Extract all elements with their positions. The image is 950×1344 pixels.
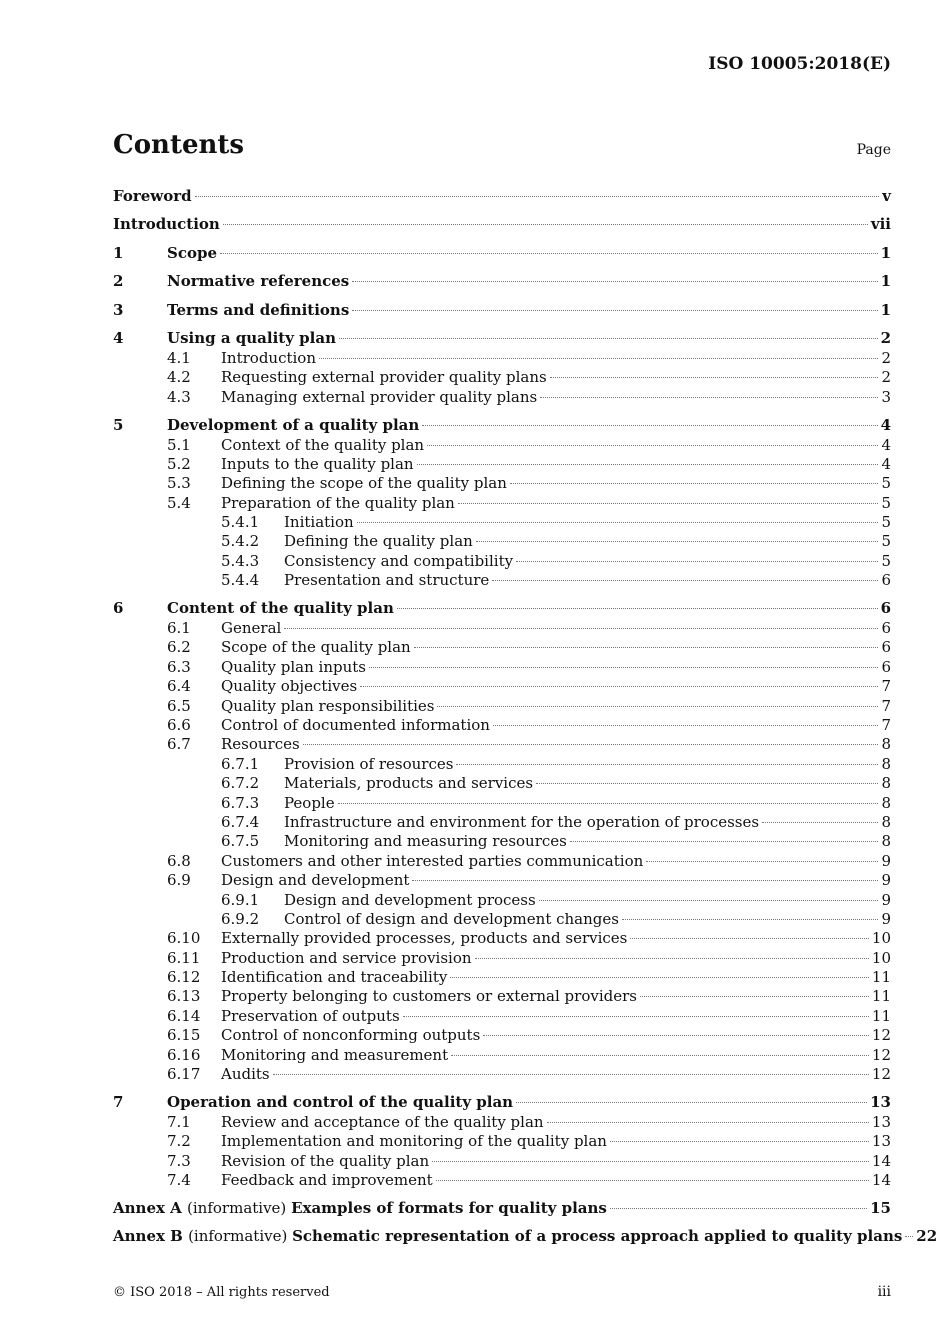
toc-entry[interactable]	[113, 658, 891, 677]
toc-entry[interactable]	[113, 185, 891, 207]
leader-dots	[570, 841, 879, 842]
toc-entry-number: 6.1	[167, 619, 191, 638]
toc-entry-page: 2	[880, 328, 891, 347]
leader-dots	[622, 919, 879, 920]
leader-dots	[352, 281, 877, 282]
toc-entry-title: Quality objectives	[221, 677, 358, 696]
toc-entry-page: 4	[881, 454, 891, 473]
leader-dots	[510, 483, 879, 484]
toc-entry-number: 2	[113, 272, 124, 291]
leader-dots	[220, 253, 878, 254]
leader-dots	[905, 1236, 913, 1237]
leader-dots	[397, 608, 878, 609]
toc-entry-number: 4.1	[167, 348, 191, 367]
leader-dots	[436, 1180, 869, 1181]
toc-entry-number: 6.2	[167, 638, 191, 657]
toc-entry-page: 10	[871, 948, 891, 967]
toc-entry-page: 12	[871, 1026, 891, 1045]
toc-entry-page: 15	[870, 1198, 891, 1217]
leader-dots	[492, 580, 878, 581]
toc-entry[interactable]	[113, 264, 891, 292]
toc-entry-number: 6.3	[167, 657, 191, 676]
toc-entry-title: Presentation and structure	[284, 571, 490, 590]
toc-entry-page: 12	[871, 1065, 891, 1084]
toc-entry[interactable]	[113, 813, 891, 832]
leader-dots	[516, 561, 878, 562]
toc-entry[interactable]	[113, 755, 891, 774]
leader-dots	[369, 667, 878, 668]
toc-entry-page: 10	[871, 929, 891, 948]
toc-entry[interactable]	[113, 929, 891, 948]
toc-entry-title: Implementation and monitoring of the quality plan	[221, 1132, 607, 1151]
toc-entry-number: 5.3	[167, 474, 191, 493]
toc-entry-number: 3	[113, 300, 124, 319]
toc-entry-page: 7	[881, 715, 891, 734]
toc-entry[interactable]	[113, 1190, 891, 1218]
toc-entry-page: 2	[881, 348, 891, 367]
toc-entry-title: Quality plan responsibilities	[221, 696, 435, 715]
document-id: ISO 10005:2018(E)	[708, 54, 891, 74]
toc-entry[interactable]	[113, 852, 891, 871]
toc-entry-title: General	[221, 619, 282, 638]
toc-entry[interactable]	[113, 349, 891, 368]
toc-entry-number: 4.2	[167, 368, 191, 387]
page-title: Contents	[113, 130, 245, 160]
toc-entry-number: 4.3	[167, 387, 191, 406]
toc-entry-title: Audits	[221, 1065, 270, 1084]
toc-entry-title: Introduction	[221, 348, 316, 367]
toc-entry-title: Requesting external provider quality plans	[221, 368, 547, 387]
toc-entry[interactable]	[113, 987, 891, 1006]
leader-dots	[357, 522, 879, 523]
toc-entry[interactable]	[113, 407, 891, 435]
toc-entry-page: 11	[871, 968, 891, 987]
leader-dots	[516, 1102, 867, 1103]
toc-entry-number: 5	[113, 415, 124, 434]
toc-entry-title: Control of documented information	[221, 715, 490, 734]
toc-entry-title: Normative references	[167, 272, 350, 291]
toc-entry-number: 6.7.4	[221, 812, 260, 831]
annex-title: Schematic representation of a process approach applied to quality plans	[292, 1227, 903, 1246]
toc-entry-title: Introduction	[113, 215, 220, 234]
toc-entry[interactable]	[113, 774, 891, 793]
toc-entry-title: Preservation of outputs	[221, 1006, 400, 1025]
toc-entry[interactable]	[113, 794, 891, 813]
toc-entry-title: Customers and other interested parties communication	[221, 851, 644, 870]
leader-dots	[476, 541, 879, 542]
toc-entry-number: 4	[113, 328, 124, 347]
toc-entry-title: Content of the quality plan	[167, 599, 394, 618]
toc-entry-number: 5.4	[167, 493, 191, 512]
toc-entry[interactable]	[113, 1152, 891, 1171]
toc-entry-page: 13	[870, 1092, 891, 1111]
toc-entry-page: 7	[881, 677, 891, 696]
toc-entry-page: 8	[881, 735, 891, 754]
leader-dots	[640, 996, 869, 997]
toc-entry-title: Design and development process	[284, 890, 536, 909]
leader-dots	[403, 1016, 869, 1017]
leader-dots	[432, 1161, 869, 1162]
toc-entry-page: 6	[881, 619, 891, 638]
toc-entry[interactable]	[113, 455, 891, 474]
leader-dots	[223, 224, 868, 225]
toc-entry[interactable]	[113, 235, 891, 263]
toc-entry-page: 8	[881, 812, 891, 831]
toc-entry-title: Terms and definitions	[167, 300, 350, 319]
toc-entry-number: 6.12	[167, 968, 201, 987]
toc-entry[interactable]	[113, 968, 891, 987]
toc-entry-page: 5	[881, 551, 891, 570]
toc-entry[interactable]	[113, 532, 891, 551]
toc-entry-title: Using a quality plan	[167, 328, 336, 347]
toc-entry[interactable]	[113, 1065, 891, 1084]
toc-entry-page: 5	[881, 493, 891, 512]
toc-entry-page: 5	[881, 513, 891, 532]
toc-entry-number: 1	[113, 243, 124, 262]
toc-entry-page: 7	[881, 696, 891, 715]
toc-entry-page: 13	[871, 1132, 891, 1151]
toc-entry-title: Quality plan inputs	[221, 657, 366, 676]
toc-entry-page: 5	[881, 474, 891, 493]
toc-entry-page: 9	[881, 909, 891, 928]
toc-entry[interactable]	[113, 697, 891, 716]
leader-dots	[422, 425, 877, 426]
toc-entry-title: Preparation of the quality plan	[221, 493, 455, 512]
leader-dots	[610, 1208, 867, 1209]
leader-dots	[338, 803, 879, 804]
toc-entry-number: 6.9	[167, 871, 191, 890]
toc-entry-title: People	[284, 793, 335, 812]
toc-entry-page: 5	[881, 532, 891, 551]
toc-entry[interactable]	[113, 1219, 938, 1247]
toc-entry-number: 7.4	[167, 1170, 191, 1189]
leader-dots	[412, 880, 878, 881]
toc-entry-title: Monitoring and measuring resources	[284, 832, 567, 851]
toc-entry-title: Initiation	[284, 513, 354, 532]
toc-entry-number: 5.1	[167, 435, 191, 454]
toc-entry-page: 1	[880, 300, 891, 319]
toc-entry-number: 6.5	[167, 696, 191, 715]
toc-entry-page: 8	[881, 774, 891, 793]
leader-dots	[284, 628, 878, 629]
toc-entry[interactable]	[113, 716, 891, 735]
leader-dots	[540, 397, 878, 398]
toc-entry-page: 11	[871, 1006, 891, 1025]
toc-entry-page: 1	[880, 272, 891, 291]
toc-entry-number: 6.9.2	[221, 909, 260, 928]
leader-dots	[458, 503, 879, 504]
toc-entry-number: 6.7.1	[221, 754, 260, 773]
toc-entry[interactable]	[113, 474, 891, 493]
leader-dots	[451, 1055, 869, 1056]
toc-entry-title: Infrastructure and environment for the operation of processes	[284, 812, 760, 831]
toc-entry-page: vii	[870, 215, 891, 234]
annex-title: Examples of formats for quality plans	[291, 1198, 607, 1217]
toc-entry-title: Review and acceptance of the quality plan	[221, 1112, 544, 1131]
toc-entry-number: 6.7	[167, 735, 191, 754]
toc-entry-number: 6.10	[167, 929, 201, 948]
toc-entry-title: Materials, products and services	[284, 774, 534, 793]
leader-dots	[493, 725, 879, 726]
toc-entry-title: Resources	[221, 735, 300, 754]
toc-entry-page: 9	[881, 851, 891, 870]
page-column-label: Page	[856, 142, 891, 158]
toc-entry-number: 6.4	[167, 677, 191, 696]
toc-entry-title: Design and development	[221, 871, 410, 890]
toc-entry[interactable]	[113, 1171, 891, 1190]
toc-entry-page: 12	[871, 1045, 891, 1064]
toc-entry-page: 4	[880, 415, 891, 434]
toc-entry-title: Context of the quality plan	[221, 435, 425, 454]
toc-entry[interactable]	[113, 1132, 891, 1151]
leader-dots	[352, 310, 877, 311]
toc-entry-page: 8	[881, 754, 891, 773]
leader-dots	[539, 900, 879, 901]
leader-dots	[273, 1074, 869, 1075]
toc-entry[interactable]	[113, 910, 891, 929]
toc-entry[interactable]	[113, 891, 891, 910]
toc-entry-number: 5.4.2	[221, 532, 260, 551]
toc-entry[interactable]	[113, 949, 891, 968]
toc-entry-page: 6	[880, 599, 891, 618]
leader-dots	[456, 764, 878, 765]
leader-dots	[417, 464, 879, 465]
toc-entry-number: 6.7.5	[221, 832, 260, 851]
toc-entry-number: 7	[113, 1092, 124, 1111]
toc-entry-page: 9	[881, 871, 891, 890]
toc-entry-page: 11	[871, 987, 891, 1006]
toc-entry-page: 8	[881, 832, 891, 851]
footer-copyright: © ISO 2018 – All rights reserved	[113, 1285, 330, 1300]
leader-dots	[319, 358, 878, 359]
toc-entry-page: 13	[871, 1112, 891, 1131]
toc-entry-number: 5.4.4	[221, 571, 260, 590]
toc-entry[interactable]	[113, 513, 891, 532]
toc-entry-number: 6.15	[167, 1026, 201, 1045]
toc-entry[interactable]	[113, 1026, 891, 1045]
toc-entry-number: 5.4.1	[221, 513, 260, 532]
toc-entry-title: Scope	[167, 243, 218, 262]
toc-entry-number: 7.1	[167, 1112, 191, 1131]
toc-entry[interactable]	[113, 436, 891, 455]
annex-kind: (informative)	[188, 1227, 293, 1246]
toc-entry-number: 6.8	[167, 851, 191, 870]
toc-entry[interactable]	[113, 321, 891, 349]
toc-entry-title: Production and service provision	[221, 948, 472, 967]
toc-entry[interactable]	[113, 494, 891, 513]
toc-entry-title: Operation and control of the quality plan	[167, 1092, 514, 1111]
toc-entry-title: Managing external provider quality plans	[221, 387, 538, 406]
leader-dots	[427, 445, 878, 446]
table-of-contents	[113, 185, 938, 1247]
toc-entry-number: 5.4.3	[221, 551, 260, 570]
toc-entry-number: 6.11	[167, 948, 201, 967]
toc-entry[interactable]	[113, 1084, 891, 1112]
toc-entry-title: Control of design and development changes	[284, 909, 619, 928]
leader-dots	[630, 938, 869, 939]
toc-entry[interactable]	[113, 292, 891, 320]
toc-entry[interactable]	[113, 735, 891, 754]
toc-entry-number: 7.3	[167, 1151, 191, 1170]
toc-entry-page: 22	[916, 1227, 938, 1246]
toc-entry-number: 6.7.3	[221, 793, 260, 812]
toc-entry[interactable]	[113, 571, 891, 590]
annex-label: Annex B	[113, 1227, 189, 1246]
toc-entry[interactable]	[113, 1007, 891, 1026]
toc-entry-number: 6	[113, 599, 124, 618]
toc-entry[interactable]	[113, 1113, 891, 1132]
toc-entry-title: Provision of resources	[284, 754, 454, 773]
leader-dots	[483, 1035, 869, 1036]
toc-entry-page: 8	[881, 793, 891, 812]
toc-entry-title: Monitoring and measurement	[221, 1045, 449, 1064]
toc-entry-page: 1	[880, 243, 891, 262]
toc-entry-title: Foreword	[113, 187, 192, 205]
toc-entry-title: Property belonging to customers or external providers	[221, 987, 637, 1006]
leader-dots	[195, 196, 880, 197]
leader-dots	[762, 822, 878, 823]
toc-entry-page: 6	[881, 638, 891, 657]
toc-entry-number: 7.2	[167, 1132, 191, 1151]
leader-dots	[339, 338, 878, 339]
leader-dots	[547, 1122, 869, 1123]
toc-entry[interactable]	[113, 638, 891, 657]
toc-entry-title: Feedback and improvement	[221, 1170, 433, 1189]
leader-dots	[475, 958, 869, 959]
toc-entry-title: Scope of the quality plan	[221, 638, 411, 657]
toc-entry-page: 6	[881, 571, 891, 590]
toc-entry-title: Defining the quality plan	[284, 532, 473, 551]
toc-entry-title: Identification and traceability	[221, 968, 448, 987]
leader-dots	[360, 686, 878, 687]
toc-entry-page: 14	[871, 1170, 891, 1189]
toc-entry-number: 6.16	[167, 1045, 201, 1064]
toc-entry-number: 6.14	[167, 1006, 201, 1025]
toc-entry-page: 4	[881, 435, 891, 454]
leader-dots	[536, 783, 878, 784]
leader-dots	[550, 377, 879, 378]
toc-entry-number: 6.13	[167, 987, 201, 1006]
toc-entry[interactable]	[113, 368, 891, 387]
toc-entry[interactable]	[113, 207, 891, 235]
toc-entry-title: Externally provided processes, products and services	[221, 929, 628, 948]
toc-entry-page: 14	[871, 1151, 891, 1170]
toc-entry[interactable]	[113, 388, 891, 407]
toc-entry-page: 2	[881, 368, 891, 387]
toc-entry-number: 6.6	[167, 715, 191, 734]
toc-entry-page: 3	[881, 387, 891, 406]
toc-entry-page: v	[882, 187, 891, 205]
toc-entry[interactable]	[113, 552, 891, 571]
footer-page-number: iii	[877, 1284, 891, 1300]
toc-entry-page: 6	[881, 657, 891, 676]
toc-entry-title: Development of a quality plan	[167, 415, 420, 434]
toc-entry-number: 5.2	[167, 454, 191, 473]
toc-entry[interactable]	[113, 677, 891, 696]
toc-entry[interactable]	[113, 591, 891, 619]
annex-kind: (informative)	[187, 1198, 292, 1217]
toc-entry[interactable]	[113, 832, 891, 851]
annex-label: Annex A	[113, 1198, 188, 1217]
toc-entry[interactable]	[113, 619, 891, 638]
leader-dots	[450, 977, 869, 978]
toc-entry-number: 6.9.1	[221, 890, 260, 909]
toc-entry[interactable]	[113, 1046, 891, 1065]
toc-entry-title: Control of nonconforming outputs	[221, 1026, 481, 1045]
toc-entry-title	[113, 1197, 607, 1219]
toc-entry-title: Consistency and compatibility	[284, 551, 514, 570]
leader-dots	[646, 861, 878, 862]
toc-entry[interactable]	[113, 871, 891, 890]
toc-entry-page: 9	[881, 890, 891, 909]
leader-dots	[303, 744, 879, 745]
leader-dots	[610, 1141, 869, 1142]
toc-entry-title: Revision of the quality plan	[221, 1151, 430, 1170]
leader-dots	[414, 647, 879, 648]
leader-dots	[437, 706, 878, 707]
toc-entry-title: Inputs to the quality plan	[221, 454, 414, 473]
toc-entry-number: 6.7.2	[221, 774, 260, 793]
toc-entry-number: 6.17	[167, 1065, 201, 1084]
toc-entry-title	[113, 1225, 902, 1247]
toc-entry-title: Defining the scope of the quality plan	[221, 474, 507, 493]
